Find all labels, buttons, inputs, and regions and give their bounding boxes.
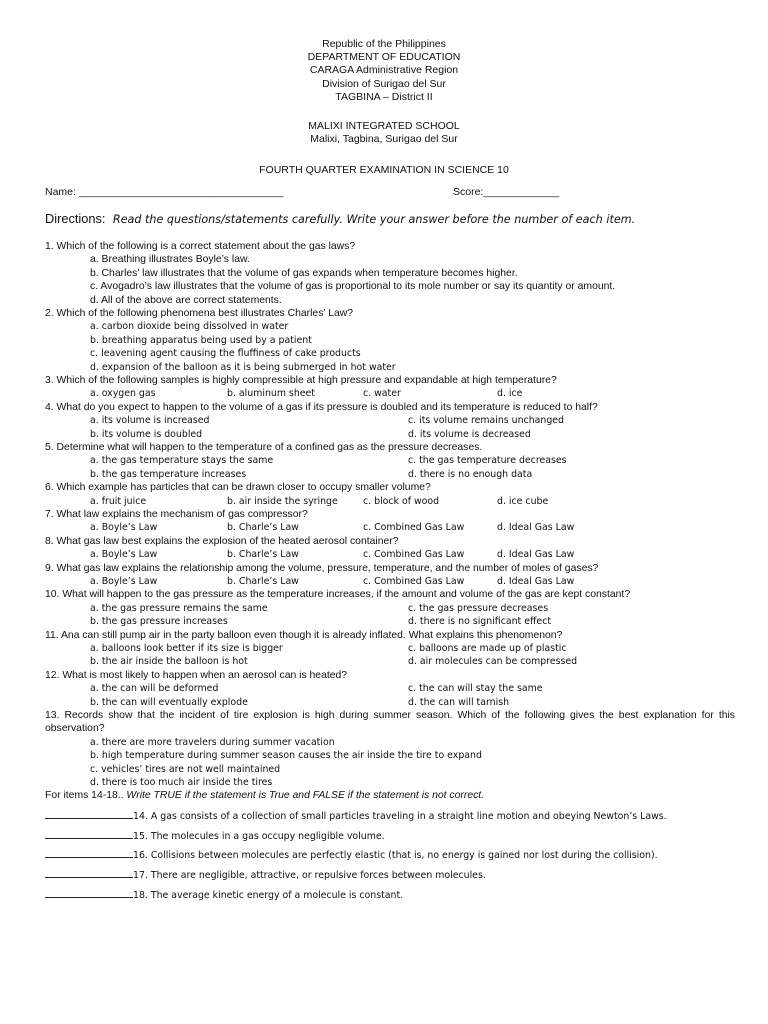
score-field[interactable]: Score:_____________ — [453, 186, 560, 198]
tf-item — [45, 887, 735, 902]
choice: b. aluminum sheet — [227, 388, 315, 400]
choice: b. air inside the syringe — [227, 495, 338, 507]
choice: a. Breathing illustrates Boyle’s law. — [90, 254, 250, 266]
choice: b. the can will eventually explode — [90, 696, 248, 708]
choice: c. Combined Gas Law — [363, 576, 465, 588]
tf-instructions-text: Write TRUE if the statement is True and FALSE if the statement is not correct. — [126, 790, 485, 802]
choice-row — [45, 575, 735, 588]
choice-row — [45, 468, 735, 481]
tf-item — [45, 867, 735, 882]
choice: a. Boyle’s Law — [90, 576, 158, 588]
tf-item — [45, 828, 735, 843]
choice: d. its volume is decreased — [408, 428, 531, 440]
header-line: TAGBINA – District II — [335, 90, 433, 103]
choice-row — [45, 495, 735, 508]
answer-blank[interactable] — [45, 867, 133, 878]
choice-row — [45, 682, 735, 695]
choice: a. carbon dioxide being dissolved in water — [90, 321, 289, 333]
choice: c. balloons are made up of plastic — [408, 643, 567, 655]
choice: d. air molecules can be compressed — [408, 656, 578, 668]
choice: a. oxygen gas — [90, 388, 156, 400]
tf-statement: 14. A gas consists of a collection of small particles traveling in a straight line motion and obeying Newton’s Laws. — [133, 810, 667, 822]
school-block — [0, 120, 768, 146]
question-text: 11. Ana can still pump air in the party balloon even though it is already inflated. What explains this phenomenon? — [45, 629, 563, 641]
school-header — [0, 38, 768, 104]
choice: a. the gas temperature stays the same — [90, 455, 274, 467]
question-text: 1. Which of the following is a correct statement about the gas laws? — [45, 241, 356, 252]
choice: a. its volume is increased — [90, 415, 210, 427]
choice: c. vehicles’ tires are not well maintained — [90, 763, 281, 775]
question-text: 7. What law explains the mechanism of gas compressor? — [45, 509, 308, 521]
choice: c. Combined Gas Law — [363, 549, 465, 561]
choice: a. there are more travelers during summer vacation — [90, 736, 335, 748]
answer-blank[interactable] — [45, 808, 133, 819]
choice-row — [45, 548, 735, 561]
choice-row — [45, 414, 735, 427]
choice: b. the air inside the balloon is hot — [90, 656, 248, 668]
choice: b. the gas pressure increases — [90, 616, 228, 628]
tf-statement: 18. The average kinetic energy of a molecule is constant. — [133, 889, 404, 901]
choice: a. Boyle’s Law — [90, 522, 158, 534]
tf-item — [45, 847, 735, 862]
choice-row — [45, 655, 735, 668]
answer-blank[interactable] — [45, 847, 133, 858]
header-line: CARAGA Administrative Region — [309, 64, 459, 77]
choice: a. balloons look better if its size is bigger — [90, 643, 283, 655]
choice: b. Charle’s Law — [227, 549, 299, 561]
choice: b. the gas temperature increases — [90, 468, 247, 480]
question-text: 5. Determine what will happen to the temperature of a confined gas as the pressure decreases. — [45, 442, 483, 454]
question-text: 10. What will happen to the gas pressure as the temperature increases, if the amount and volume of the gas are kept constant? — [45, 589, 631, 601]
choice: d. Ideal Gas Law — [497, 549, 575, 561]
choice: c. Avogadro’s law illustrates that the volume of gas is proportional to its mole number or say its quantity or amount. — [90, 281, 616, 293]
choice: b. Charle’s Law — [227, 576, 299, 588]
choice: d. the can will tarnish — [408, 696, 510, 708]
tf-statement: 17. There are negligible, attractive, or repulsive forces between molecules. — [133, 869, 486, 881]
name-field[interactable]: Name: ___________________________________ — [45, 186, 284, 198]
choice: a. the gas pressure remains the same — [90, 602, 268, 614]
choice: d. expansion of the balloon as it is being submerged in hot water — [90, 361, 396, 373]
tf-instructions — [45, 789, 735, 802]
choice: b. Charle’s Law — [227, 522, 299, 534]
directions-label: Directions: — [45, 211, 106, 226]
choice: d. there is too much air inside the tires — [90, 777, 273, 789]
choice: b. high temperature during summer season causes the air inside the tire to expand — [90, 750, 482, 762]
choice: c. the can will stay the same — [408, 683, 543, 695]
choice: c. Combined Gas Law — [363, 522, 465, 534]
exam-title: FOURTH QUARTER EXAMINATION IN SCIENCE 10 — [259, 164, 509, 176]
question-text: 13. Records show that the incident of tire explosion is high during summer season. Which of the following gives the best explanation for this observation? — [45, 709, 735, 735]
question-text: 2. Which of the following phenomena best illustrates Charles’ Law? — [45, 308, 354, 320]
choice: b. its volume is doubled — [90, 428, 203, 440]
directions — [45, 212, 745, 226]
choice: d. there is no significant effect — [408, 616, 552, 628]
tf-statement: 15. The molecules in a gas occupy negligible volume. — [133, 830, 385, 842]
choice-row — [45, 428, 735, 441]
school-name: MALIXI INTEGRATED SCHOOL — [308, 120, 460, 132]
choice: b. breathing apparatus being used by a patient — [90, 334, 312, 346]
tf-item — [45, 808, 735, 823]
name-score-row — [45, 186, 735, 199]
choice: c. leavening agent causing the fluffiness of cake products — [90, 348, 361, 360]
choice: a. the can will be deformed — [90, 683, 219, 695]
choice: a. Boyle’s Law — [90, 549, 158, 561]
header-line: Republic of the Philippines — [322, 38, 446, 50]
question-list — [45, 240, 735, 901]
choice: c. its volume remains unchanged — [408, 415, 565, 427]
choice: d. ice — [497, 388, 523, 400]
choice-row — [45, 615, 735, 628]
choice: d. Ideal Gas Law — [497, 576, 575, 588]
choice: d. there is no enough data — [408, 468, 533, 480]
choice: c. the gas pressure decreases — [408, 602, 549, 614]
answer-blank[interactable] — [45, 828, 133, 839]
question-text: 3. Which of the following samples is highly compressible at high pressure and expandable at high temperature? — [45, 375, 557, 387]
choice: c. water — [363, 388, 401, 400]
school-address: Malixi, Tagbina, Surigao del Sur — [310, 133, 458, 146]
question-text: 8. What gas law best explains the explosion of the heated aerosol container? — [45, 535, 399, 547]
choice-row — [45, 454, 735, 467]
choice: d. All of the above are correct statements. — [90, 294, 282, 306]
choice: c. the gas temperature decreases — [408, 455, 567, 467]
question-text: 6. Which example has particles that can be drawn closer to occupy smaller volume? — [45, 482, 431, 494]
question-text: 12. What is most likely to happen when an aerosol can is heated? — [45, 669, 348, 681]
choice: b. Charles’ law illustrates that the volume of gas expands when temperature becomes higher. — [90, 267, 518, 279]
tf-instructions-prefix: For items 14-18.. — [45, 790, 127, 802]
answer-blank[interactable] — [45, 887, 133, 898]
question-text: 9. What gas law explains the relationship among the volume, pressure, temperature, and the number of moles of gases? — [45, 562, 599, 574]
choice-row — [45, 642, 735, 655]
choice-row — [45, 387, 735, 400]
choice-row — [45, 521, 735, 534]
choice-row — [45, 696, 735, 709]
header-line: Division of Surigao del Sur — [322, 77, 446, 90]
choice-row — [45, 602, 735, 615]
choice: d. Ideal Gas Law — [497, 522, 575, 534]
choice: a. fruit juice — [90, 495, 147, 507]
choice: c. block of wood — [363, 495, 440, 507]
question-text: 4. What do you expect to happen to the volume of a gas if its pressure is doubled and its temperature is reduced to half? — [45, 401, 598, 413]
tf-statement: 16. Collisions between molecules are perfectly elastic (that is, no energy is gained nor lost during the collision). — [133, 850, 658, 862]
directions-text: Read the questions/statements carefully. Write your answer before the number of each item. — [112, 213, 636, 226]
choice: d. ice cube — [497, 495, 549, 507]
header-line: DEPARTMENT OF EDUCATION — [307, 51, 461, 64]
